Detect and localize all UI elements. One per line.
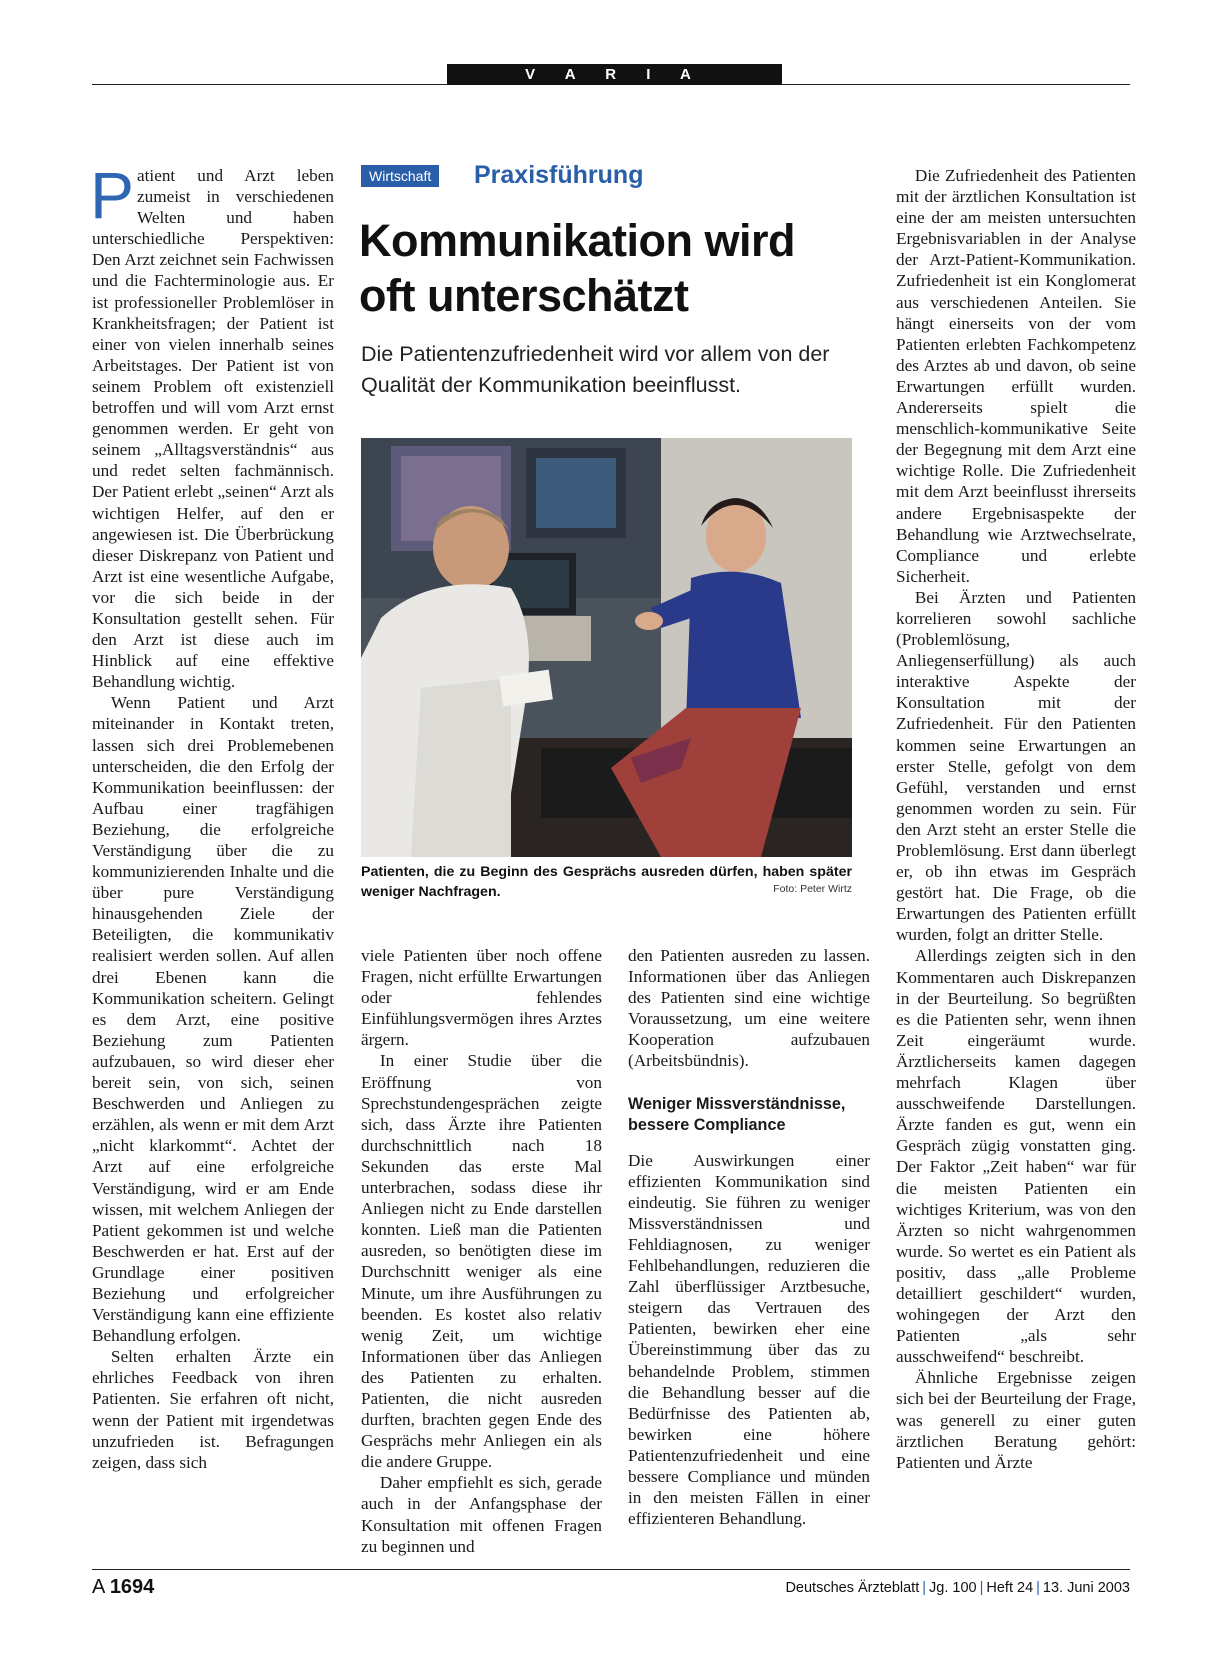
photo-caption: Patienten, die zu Beginn des Gesprächs ausreden dürfen, haben später weniger Nachfragen. <box>361 864 852 900</box>
paragraph: viele Patienten über noch offene Fragen, nicht erfüllte Erwartungen oder fehlendes Einfühlungsvermögen ihres Arztes ärgern. <box>361 946 602 1050</box>
paragraph: Bei Ärzten und Patienten korrelieren sowohl sachliche (Problemlösung, Anliegenserfüllung) als auch interaktive Aspekte der Konsultation mit der Zufriedenheit. Für den Patienten kommen seine Erwartungen an erster Stelle, gefolgt von dem Gefühl, verstanden und ernst genommen worden zu sein. Für den Arzt steht an erster Stelle die Problemlösung. Erst dann überlegt er, ob ihn etwas im Gespräch gestört hat. Die Frage, ob die Erwartungen des Patienten erfüllt wurden, folgt an dritter Stelle. <box>896 587 1136 945</box>
headline-line-2: oft unterschätzt <box>359 270 689 321</box>
paragraph: Allerdings zeigten sich in den Kommentaren auch Diskrepanzen in der Beurteilung. So begrüßten es die Patienten sehr, wenn ihnen Zeit eingeräumt wurde. Ärztlicherseits kamen dagegen mehrfach Klagen über ausschweifende Darstellungen. Ärzte fanden es gut, wenn ein Gespräch zügig vonstatten ging. Der Faktor „Zeit haben“ war für die meisten Patienten ein wichtiges Kriterium, was von den Ärzten so nicht wahrgenommen wurde. So wertet es ein Patient als positiv, dass „alle Probleme detailliert geschildert“ wurden, wohingegen der Arzt den Patienten „als sehr ausschweifend“ beschreibt. <box>896 946 1136 1367</box>
standfirst: Die Patientenzufriedenheit wird vor allem von der Qualität der Kommunikation beeinflusst. <box>361 342 830 397</box>
separator: | <box>979 1580 984 1596</box>
page-number-value: 1694 <box>109 1576 155 1598</box>
kicker-title: Praxisführung <box>474 161 644 189</box>
page-prefix: A <box>92 1576 105 1598</box>
headline-line-1: Kommunikation wird <box>359 215 796 266</box>
category-tag: Wirtschaft <box>361 165 439 187</box>
paragraph: den Patienten ausreden zu lassen. Informationen über das Anliegen des Patienten sind eine wichtige Voraussetzung, um eine weitere Kooperation aufzubauen (Arbeitsbündnis). <box>628 946 870 1071</box>
text-column-1 <box>90 158 334 1473</box>
paragraph: Die Zufriedenheit des Patienten mit der ärztlichen Konsultation ist eine der am meisten untersuchten Ergebnisvariablen in der Analyse der Arzt-Patient-Kommunikation. Zufriedenheit ist ein Konglomerat aus verschiedenen Anteilen. Sie hängt einerseits von der vom Patienten erlebten Fachkompetenz des Arztes ab und davon, ob seine Erwartungen erfüllt wurden. Andererseits spielt die menschlich-kommunikative Seite der Begegnung mit dem Arzt eine wichtige Rolle. Die Zufriedenheit mit dem Arzt beeinflusst ihrerseits andere Ergebnisaspekte der Behandlung wie Arztwechselrate, Compliance und erlebte Sicherheit. <box>896 166 1136 586</box>
paragraph: Daher empfiehlt es sich, gerade auch in der Anfangsphase der Konsultation mit offenen Fragen zu beginnen und <box>361 1473 602 1556</box>
drop-cap: P <box>90 158 135 232</box>
article-photo <box>361 438 852 857</box>
text-column-3 <box>628 945 870 1529</box>
journal-issue: Heft 24 <box>986 1580 1034 1596</box>
subheading <box>628 1094 870 1136</box>
footer-rule <box>92 1569 1130 1570</box>
paragraph: Wenn Patient und Arzt miteinander in Kontakt treten, lassen sich drei Problemebenen unterscheiden, die den Erfolg der Kommunikation beeinflussen: der Aufbau einer tragfähigen Beziehung, die erfolgreiche Verständigung über die zu kommunizierenden Inhalte und die über pure Verständigung hinausgehenden Ziele der Beteiligten, die kommunikativ realisiert werden sollen. Auf allen drei Ebenen kann die Kommunikation scheitern. Gelingt es dem Arzt, eine positive Beziehung zum Patienten aufzubauen, so wird dieser eher bereit sein, von sich, seinen Beschwerden und Anliegen zu erzählen, als wenn er mit dem Arzt „nicht klarkommt“. Achtet der Arzt auf eine erfolgreiche Verständigung, wird er am Ende wissen, mit welchem Anliegen der Patient gekommen ist und welche Beschwerden er hat. Erst auf der Grundlage einer positiven Beziehung und erfolgreicher Verständigung kann eine effiziente Behandlung erfolgen. <box>92 693 334 1346</box>
paragraph <box>90 158 334 692</box>
journal-info <box>785 1580 1130 1596</box>
paragraph: In einer Studie über die Eröffnung von Sprechstundengesprächen zeigte sich, dass Ärzte ihre Patienten durchschnittlich nach 18 Sekunden das erste Mal unterbrachen, sodass diese ihr Anliegen nicht zu Ende darstellen konnten. Ließ man die Patienten ausreden, so benötigten diese im Durchschnitt weniger als eine Minute, um ihre Ausführungen zu beenden. Es kostet also relativ wenig Zeit, um wichtige Informationen über das Anliegen des Patienten zu erhalten. Patienten, die nicht ausreden durften, brachten gegen Ende des Gesprächs mehr Anliegen ein als die andere Gruppe. <box>361 1051 602 1472</box>
page-number <box>92 1576 154 1599</box>
paragraph: Ähnliche Ergebnisse zeigen sich bei der Beurteilung der Frage, was generell zu einer guten ärztlichen Beratung gehört: Patienten und Ärzte <box>896 1368 1136 1472</box>
subheading-line-1: Weniger Missverständnisse, <box>628 1094 846 1113</box>
separator: | <box>1036 1580 1040 1596</box>
paragraph-text: atient und Arzt leben zumeist in verschiedenen Welten und haben unterschiedliche Perspektiven: Den Arzt zeichnet sein Fachwissen und die Fachterminologie aus. Er ist professioneller Problemlöser in Krankheitsfragen; der Patient ist einer von vielen innerhalb seines Arbeitstages. Der Patient ist von seinem Problem oft existenziell betroffen und will vom Arzt ernst genommen werden. Er geht von seinem „Alltagsverständnis“ aus und redet selten fachmännisch. Der Patient erlebt „seinen“ Arzt als wichtigen Helfer, auf den er angewiesen ist. Die Überbrückung dieser Diskrepanz von Patient und Arzt ist eine wesentliche Aufgabe, vor die sich beide in der Konsultation gestellt sehen. Für den Arzt ist diese auch im Hinblick auf eine effektive Behandlung wichtig. <box>92 166 334 692</box>
journal-name: Deutsches Ärzteblatt <box>785 1580 920 1596</box>
text-column-2 <box>361 945 602 1557</box>
journal-date: 13. Juni 2003 <box>1042 1580 1130 1596</box>
separator: | <box>922 1580 927 1596</box>
journal-volume: Jg. 100 <box>929 1580 977 1596</box>
section-label: V A R I A <box>447 64 782 85</box>
paragraph: Selten erhalten Ärzte ein ehrliches Feedback von ihren Patienten. Sie erfahren oft nicht, wenn der Patient mit irgendetwas unzufrieden ist. Befragungen zeigen, dass sich <box>92 1347 334 1472</box>
paragraph: Die Auswirkungen einer effizienten Kommunikation sind eindeutig. Sie führen zu weniger Missverständnissen und Fehldiagnosen, zu weniger Fehlbehandlungen, reduzieren die Zahl überflüssiger Arztbesuche, steigern das Vertrauen des Patienten, bewirken eher eine Übereinstimmung über das zu behandelnde Problem, stimmen die Behandlung besser auf die Bedürfnisse des Patienten ab, bewirken eine höhere Patientenzufriedenheit und eine bessere Compliance und münden in den meisten Fällen in einer effizienteren Behandlung. <box>628 1150 870 1529</box>
photo-credit: Foto: Peter Wirtz <box>773 883 852 895</box>
photo-illustration <box>361 438 852 857</box>
text-column-4 <box>896 165 1136 1473</box>
subheading-line-2: bessere Compliance <box>628 1115 786 1134</box>
headline <box>359 213 839 323</box>
